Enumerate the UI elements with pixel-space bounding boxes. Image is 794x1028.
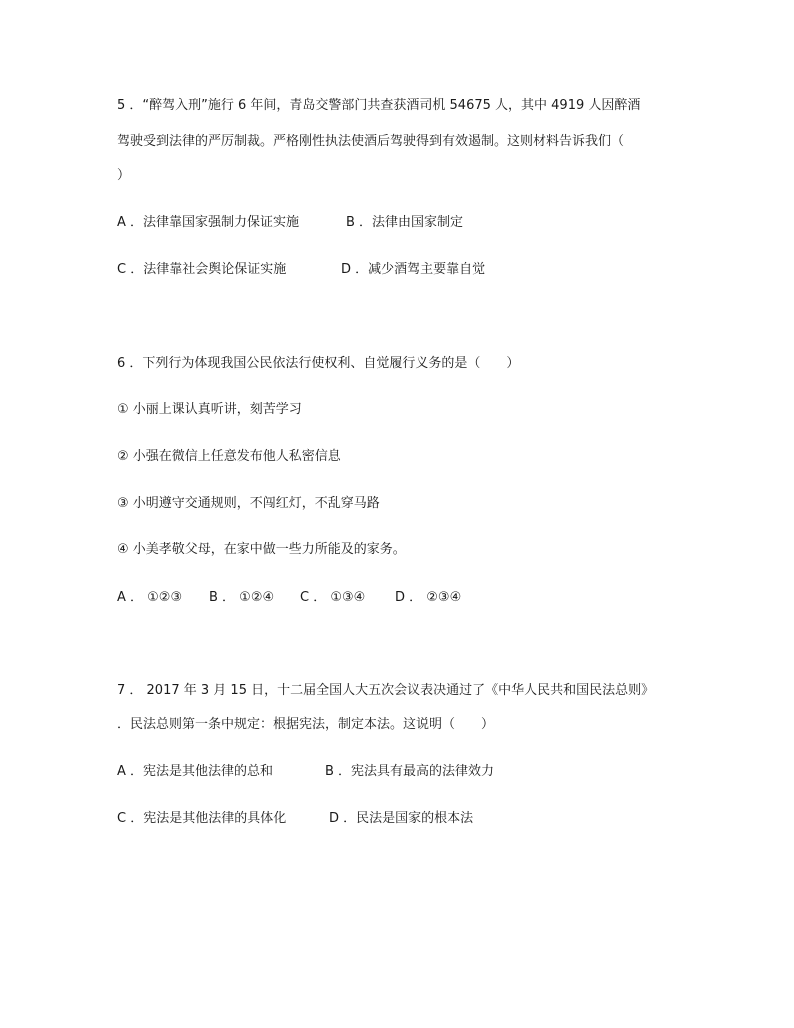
question-7-option-a[interactable]: A ．宪法是其他法律的总和 [117,764,274,779]
question-5-option-d[interactable]: D ．减少酒驾主要靠自觉 [341,262,486,277]
question-6-option-b[interactable]: B ． ①②④ [209,590,275,605]
question-5-option-b[interactable]: B ．法律由国家制定 [346,215,464,230]
question-6-option-c[interactable]: C ． ①③④ [300,590,366,605]
question-6-item-3: ③ 小明遵守交通规则，不闯红灯，不乱穿马路 [117,496,380,511]
question-6-item-1: ① 小丽上课认真听讲，刻苦学习 [117,402,302,417]
question-6-stem: 6 ．下列行为体现我国公民依法行使权利、自觉履行义务的是（ ） [117,356,520,371]
question-7-option-b[interactable]: B ．宪法具有最高的法律效力 [325,764,495,779]
question-5-stem-line-3: ） [117,168,131,183]
question-7-option-c[interactable]: C ．宪法是其他法律的具体化 [117,811,287,826]
question-5-stem-line-1: 5 ．“醉驾入刑”施行 6 年间，青岛交警部门共查获酒司机 54675 人，其中 4919 人因醉酒 [117,98,641,113]
question-7-option-d[interactable]: D ．民法是国家的根本法 [329,811,474,826]
question-6-option-a[interactable]: A ． ①②③ [117,590,183,605]
question-6-item-4: ④ 小美孝敬父母，在家中做一些力所能及的家务。 [117,542,406,557]
question-5-option-a[interactable]: A ．法律靠国家强制力保证实施 [117,215,300,230]
question-6-option-d[interactable]: D ． ②③④ [395,590,462,605]
question-7-stem-line-1: 7 ． 2017 年 3 月 15 日，十二届全国人大五次会议表决通过了《中华人民共和国民法总则》 [117,683,655,698]
question-6-item-2: ② 小强在微信上任意发布他人私密信息 [117,449,341,464]
question-5-option-c[interactable]: C ．法律靠社会舆论保证实施 [117,262,287,277]
question-5-stem-line-2: 驾驶受到法律的严厉制裁。严格刚性执法使酒后驾驶得到有效遏制。这则材料告诉我们（ [117,134,625,149]
question-7-stem-line-2: ．民法总则第一条中规定：根据宪法，制定本法。这说明（ ） [117,717,495,732]
